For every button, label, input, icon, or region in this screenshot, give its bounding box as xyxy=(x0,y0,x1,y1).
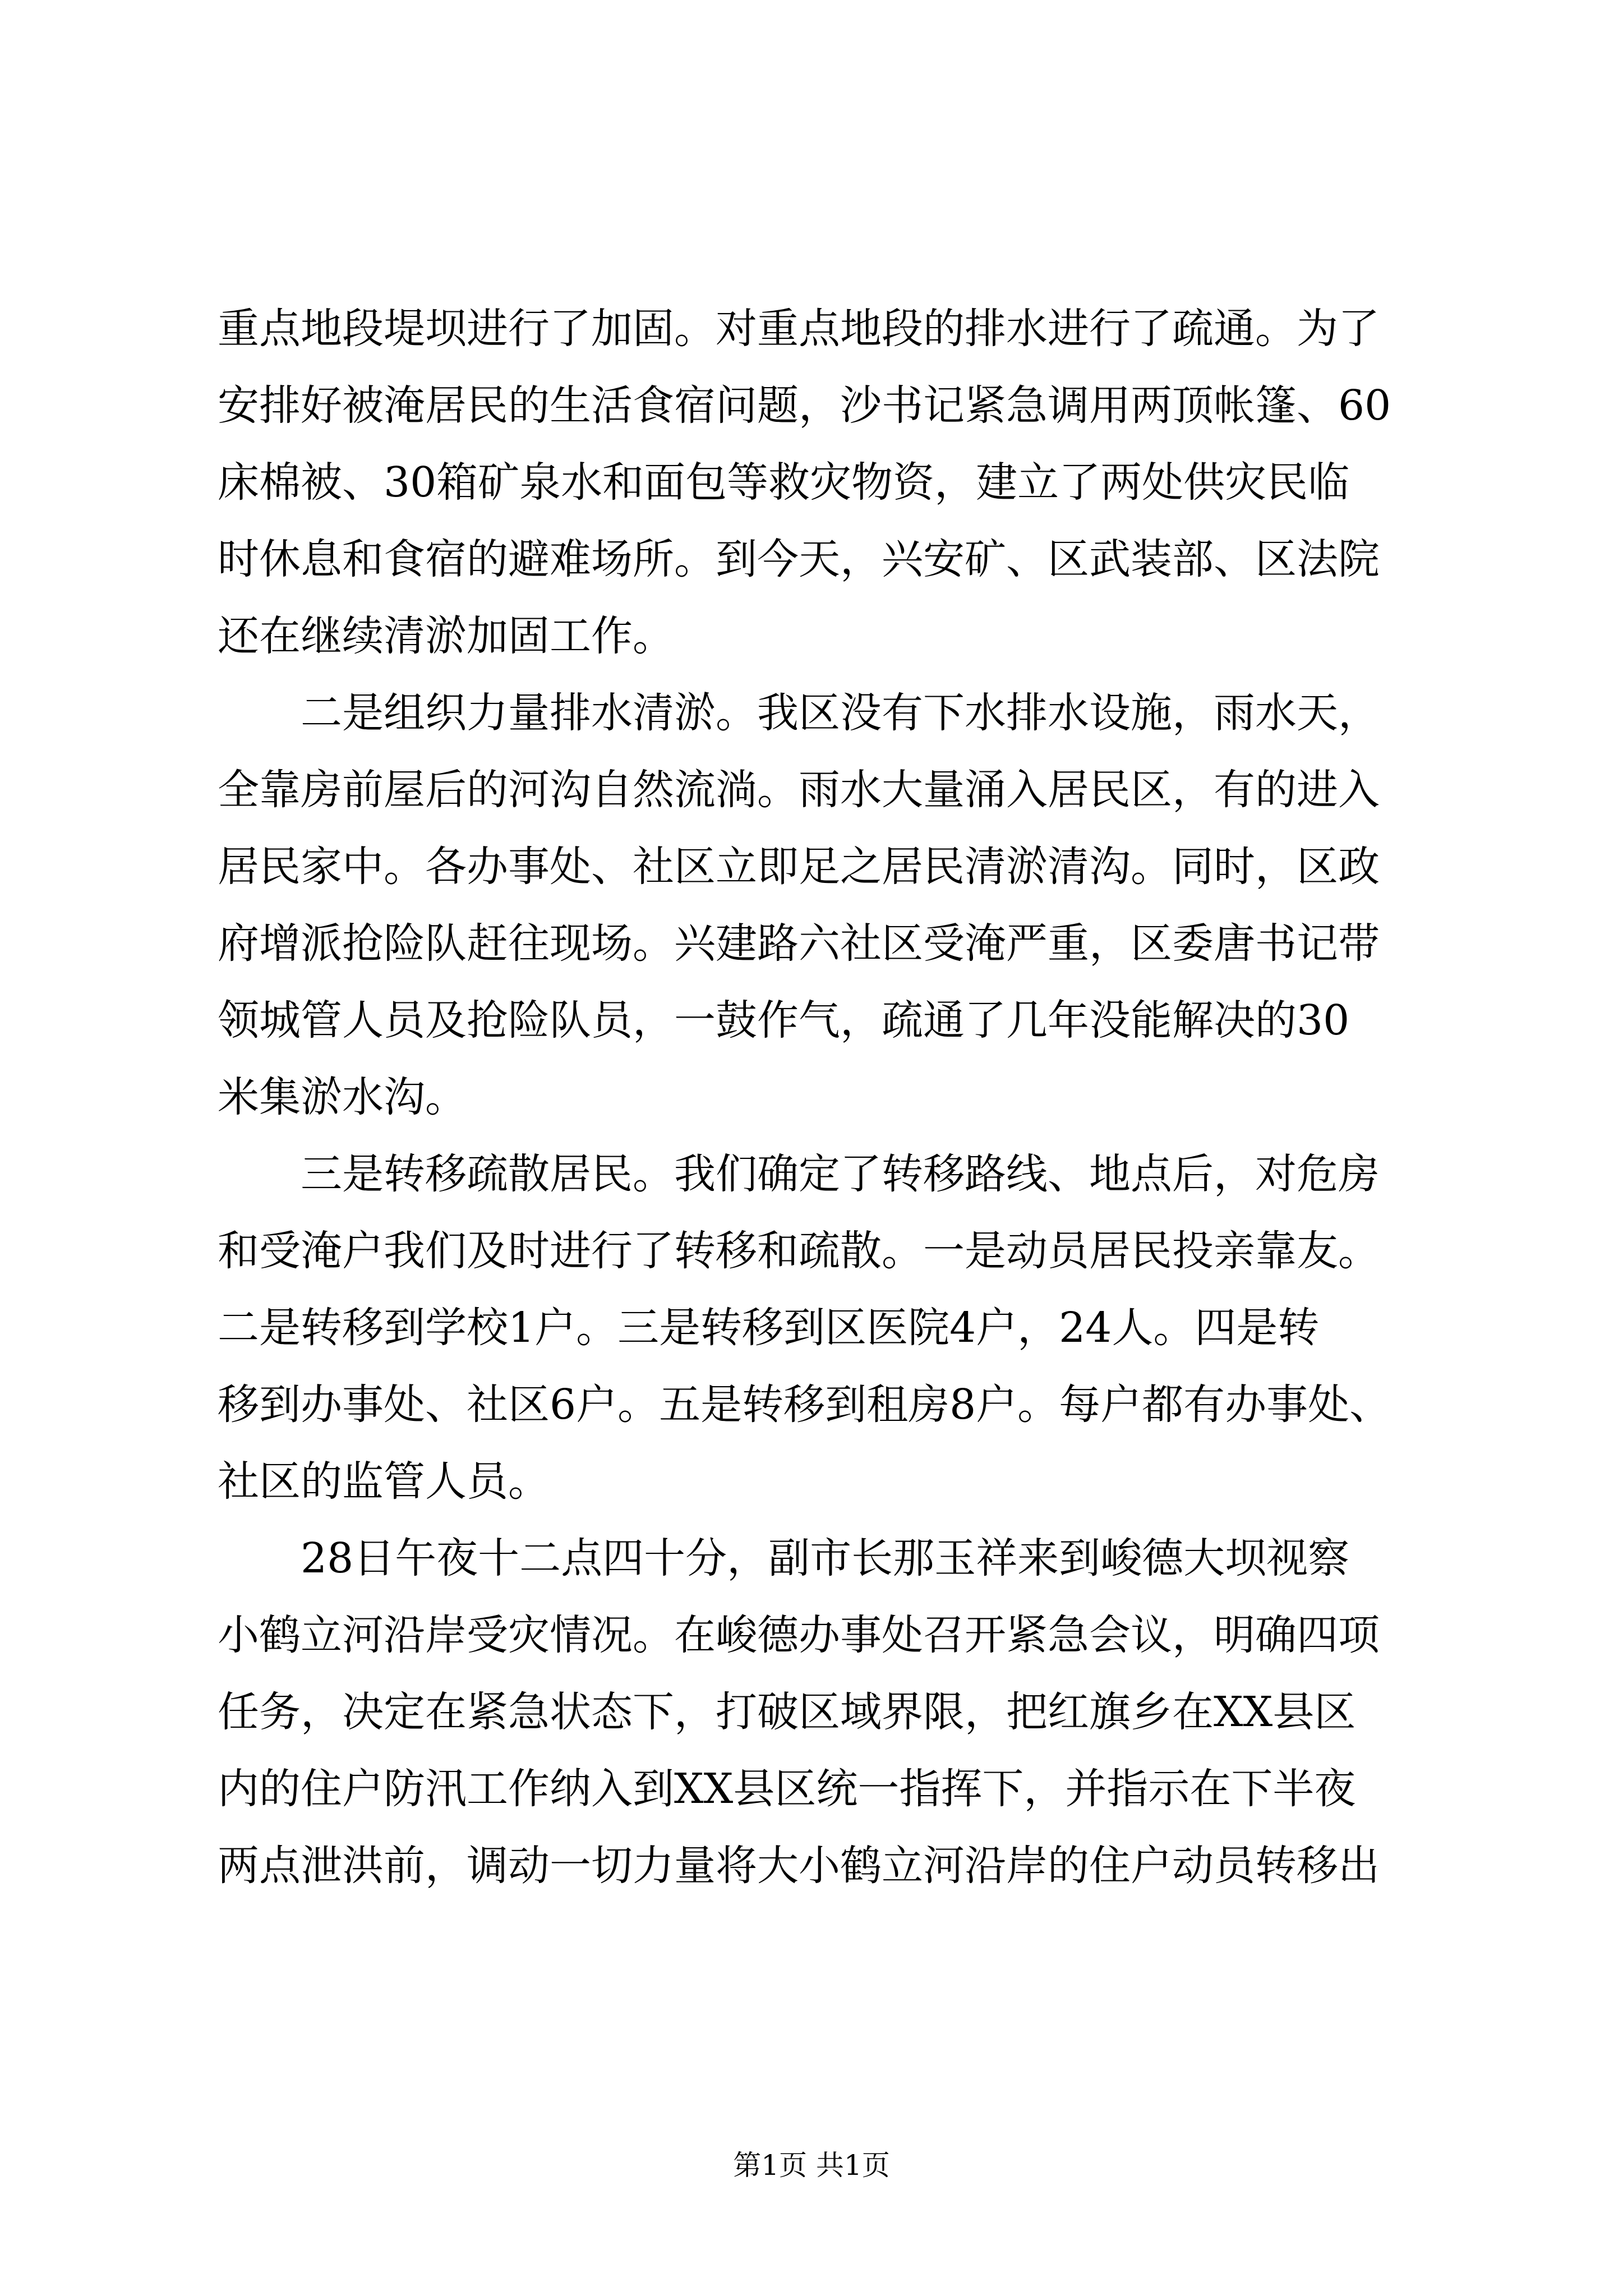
paragraph-line: 重点地段堤坝进行了加固。对重点地段的排水进行了疏通。为了 xyxy=(218,305,1380,353)
paragraph-line: 两点泄洪前，调动一切力量将大小鹤立河沿岸的住户动员转移出 xyxy=(218,1842,1380,1890)
paragraph-line: 领城管人员及抢险队员，一鼓作气，疏通了几年没能解决的30 xyxy=(218,996,1350,1045)
paragraph-line: 还在继续清淤加固工作。 xyxy=(218,612,674,660)
paragraph-line: 28日午夜十二点四十分，副市长那玉祥来到峻德大坝视察 xyxy=(301,1534,1350,1582)
paragraph-line: 小鹤立河沿岸受灾情况。在峻德办事处召开紧急会议，明确四项 xyxy=(218,1611,1380,1659)
paragraph-line: 任务，决定在紧急状态下，打破区域界限，把红旗乡在XX县区 xyxy=(218,1688,1356,1736)
paragraph-line: 内的住户防汛工作纳入到XX县区统一指挥下，并指示在下半夜 xyxy=(218,1765,1356,1813)
paragraph-line: 社区的监管人员。 xyxy=(218,1457,550,1506)
paragraph-line: 府增派抢险队赶往现场。兴建路六社区受淹严重，区委唐书记带 xyxy=(218,919,1380,968)
paragraph-line: 二是组织力量排水清淤。我区没有下水排水设施，雨水天， xyxy=(301,689,1380,737)
paragraph-line: 时休息和食宿的避难场所。到今天，兴安矿、区武装部、区法院 xyxy=(218,535,1380,583)
paragraph-line: 居民家中。各办事处、社区立即足之居民清淤清沟。同时，区政 xyxy=(218,843,1380,891)
paragraph-line: 安排好被淹居民的生活食宿问题，沙书记紧急调用两顶帐篷、60 xyxy=(218,381,1391,430)
paragraph-line: 床棉被、30箱矿泉水和面包等救灾物资，建立了两处供灾民临 xyxy=(218,458,1350,507)
document-body xyxy=(218,291,1418,1904)
paragraph-line: 移到办事处、社区6户。五是转移到租房8户。每户都有办事处、 xyxy=(218,1381,1391,1429)
page-number-footer: 第1页 共1页 xyxy=(733,2149,890,2182)
paragraph-line: 二是转移到学校1户。三是转移到区医院4户，24人。四是转 xyxy=(218,1304,1320,1352)
paragraph-line: 米集淤水沟。 xyxy=(218,1073,467,1121)
paragraph-line: 三是转移疏散居民。我们确定了转移路线、地点后，对危房 xyxy=(301,1150,1380,1198)
paragraph-line: 和受淹户我们及时进行了转移和疏散。一是动员居民投亲靠友。 xyxy=(218,1227,1380,1275)
paragraph-line: 全靠房前屋后的河沟自然流淌。雨水大量涌入居民区，有的进入 xyxy=(218,766,1380,814)
